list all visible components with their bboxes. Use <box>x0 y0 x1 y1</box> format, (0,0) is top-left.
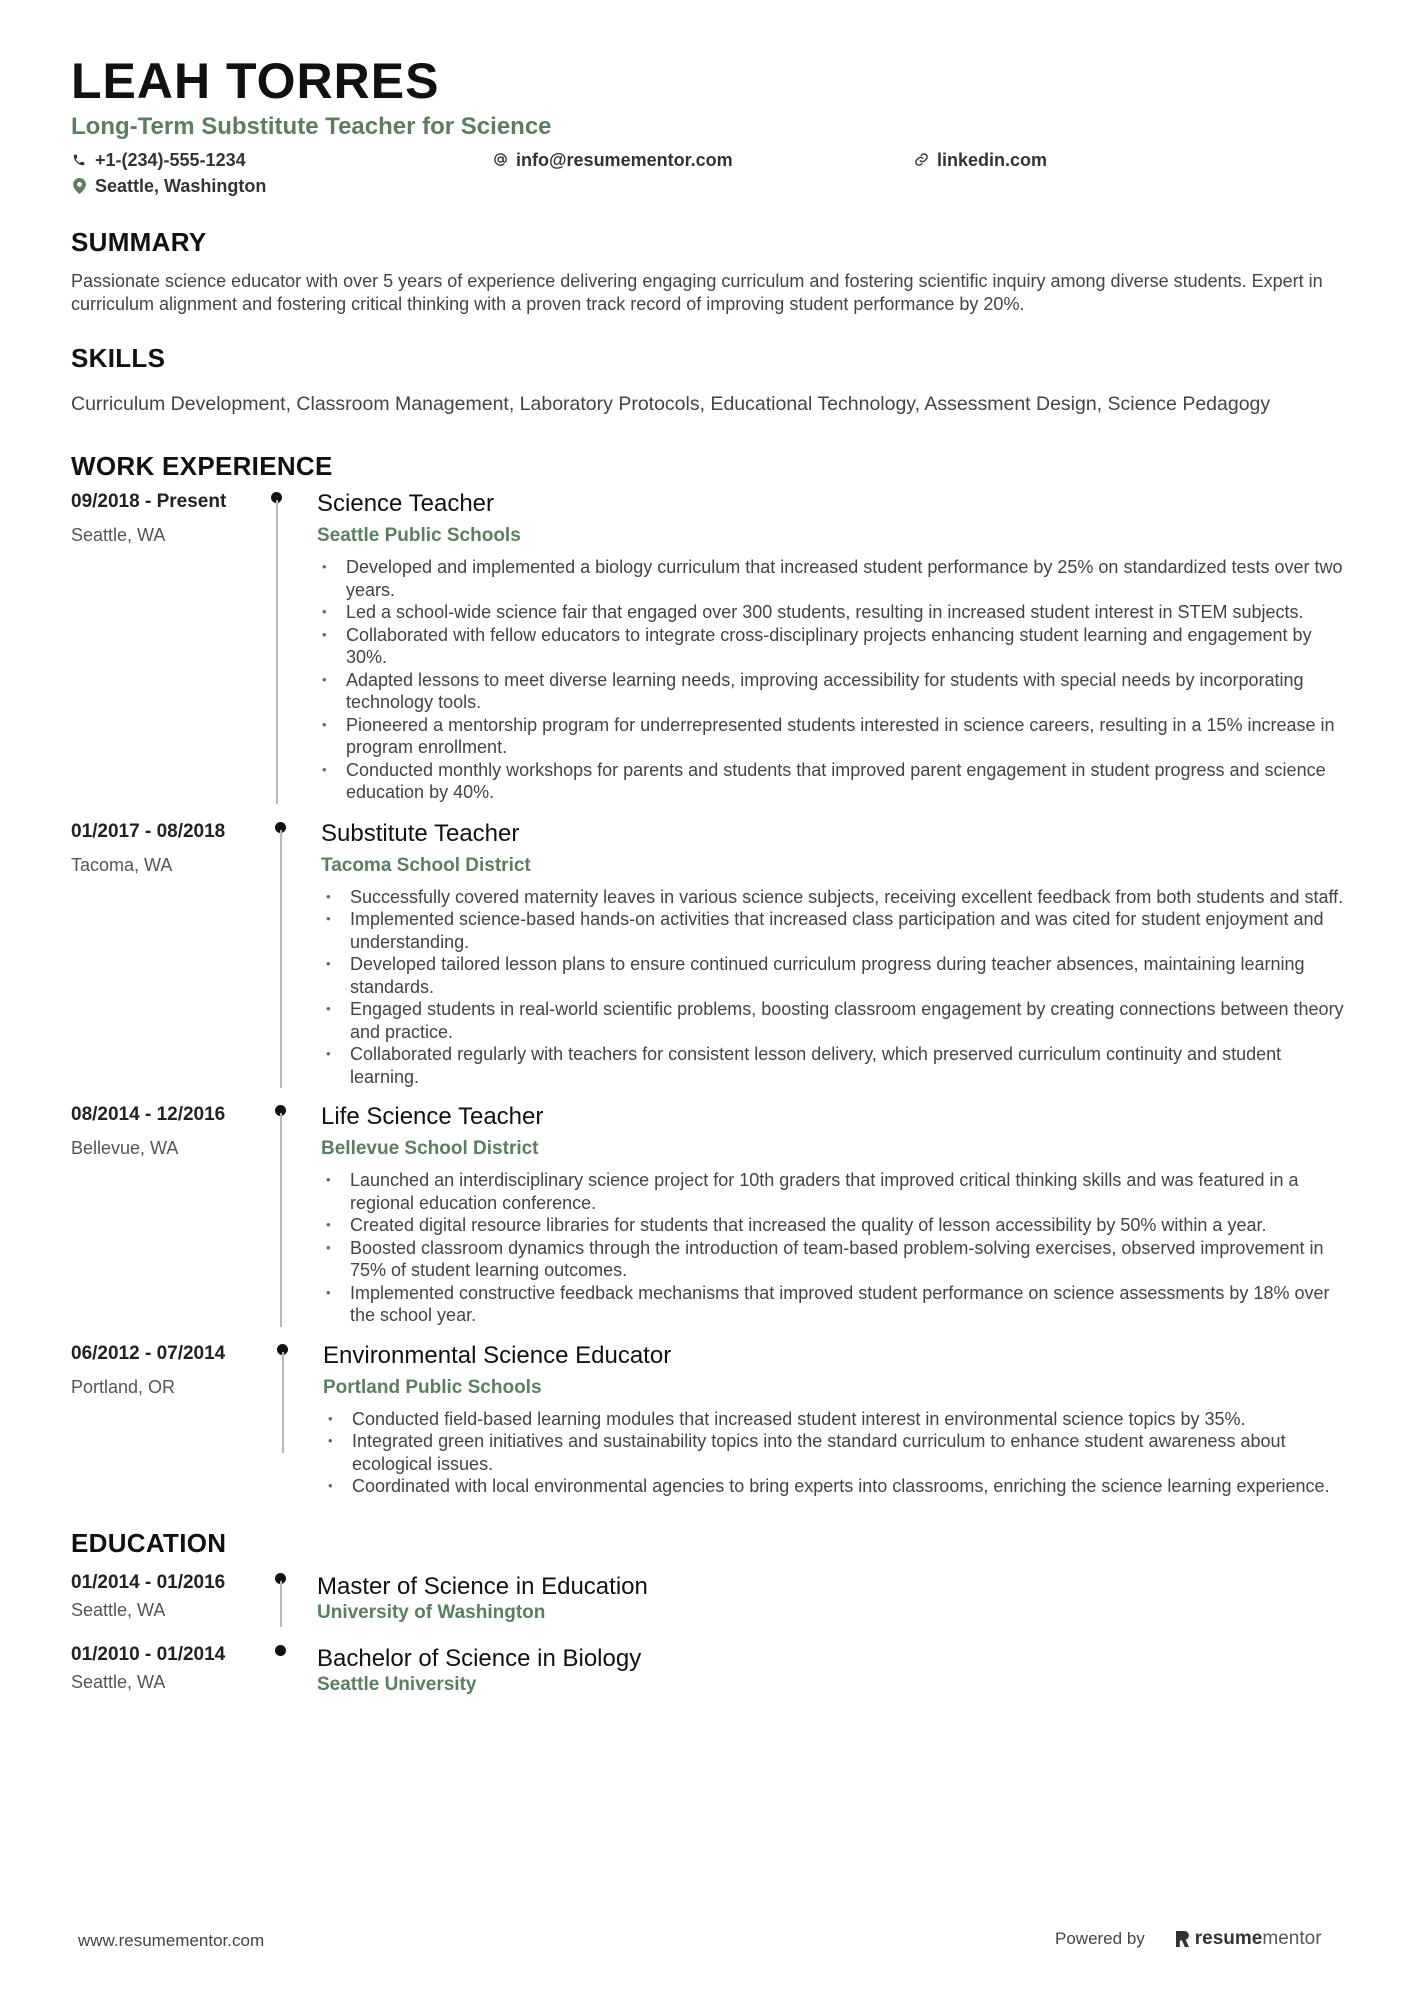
education-section <box>71 1528 1346 1697</box>
bullet-item: • Pioneered a mentorship program for underrepresented students interested in science careers, resulting in a 15% increase in program enrollment. <box>317 714 1346 759</box>
skills-text: Curriculum Development, Classroom Management, Laboratory Protocols, Educational Technology, Assessment Design, Science Pedagogy <box>71 393 1271 416</box>
job-details <box>321 820 1346 1089</box>
timeline-marker <box>271 1643 317 1697</box>
bullet-item: • Created digital resource libraries for students that increased the quality of lesson accessibility by 50% within a year. <box>321 1214 1346 1237</box>
education-location: Seattle, WA <box>71 1600 166 1621</box>
timeline-line <box>280 1581 282 1627</box>
job-company: Seattle Public Schools <box>317 525 521 547</box>
job-entry <box>71 490 1346 820</box>
education-details <box>317 1643 1346 1697</box>
summary-section <box>71 227 1346 316</box>
bullet-item: • Implemented constructive feedback mechanisms that improved student performance on science assessments by 18% over the school year. <box>321 1282 1346 1327</box>
contact-location <box>71 176 492 196</box>
job-entry <box>71 1342 1346 1498</box>
bullet-item: • Integrated green initiatives and sustainability topics into the standard curriculum to enhance student awareness about ecological issues. <box>323 1430 1346 1475</box>
linkedin-url: linkedin.com <box>937 149 1048 170</box>
phone-number: +1-(234)-555-1234 <box>95 149 246 170</box>
link-icon <box>913 152 929 168</box>
bullet-item: • Boosted classroom dynamics through the introduction of team-based problem-solving exercises, observed improvement in 75% of student learning outcomes. <box>321 1237 1346 1282</box>
school-name: University of Washington <box>317 1602 546 1624</box>
contact-linkedin[interactable] <box>913 150 1334 170</box>
bullet-item: • Collaborated regularly with teachers for consistent lesson delivery, which preserved curriculum continuity and student learning. <box>321 1043 1346 1088</box>
education-heading: EDUCATION <box>71 1527 227 1558</box>
bullet-item: • Launched an interdisciplinary science project for 10th graders that improved critical thinking skills and was featured in a regional education conference. <box>321 1169 1346 1214</box>
degree-title: Master of Science in Education <box>317 1573 648 1601</box>
job-bullets <box>317 556 1346 804</box>
job-details <box>317 490 1346 804</box>
summary-text: Passionate science educator with over 5 years of experience delivering engaging curriculum and fostering scientific inquiry among diverse students. Expert in curriculum alignment and fostering critical thinking with a proven track record of improving student performance by 20%. <box>71 270 1323 314</box>
footer-branding <box>1055 1928 1322 1950</box>
job-dates: 09/2018 - Present <box>71 491 227 513</box>
bullet-item: • Adapted lessons to meet diverse learning needs, improving accessibility for students with special needs by incorporating technology tools. <box>317 669 1346 714</box>
resume-header <box>71 54 1346 196</box>
job-location: Bellevue, WA <box>71 1138 179 1159</box>
job-dates: 08/2014 - 12/2016 <box>71 1104 226 1126</box>
job-bullets <box>321 1169 1346 1327</box>
job-company: Tacoma School District <box>321 854 531 876</box>
education-details <box>317 1571 1346 1625</box>
job-entry <box>71 820 1346 1104</box>
resumementor-logo-icon <box>1175 1931 1191 1947</box>
job-dates: 06/2012 - 07/2014 <box>71 1342 226 1364</box>
bullet-item: • Collaborated with fellow educators to integrate cross-disciplinary projects enhancing student learning and engagement by 30%. <box>317 624 1346 669</box>
footer-website[interactable]: www.resumementor.com <box>78 1931 265 1950</box>
job-meta <box>71 1342 271 1498</box>
resume-page <box>71 54 1346 1697</box>
timeline-marker <box>271 1571 317 1625</box>
phone-icon <box>71 152 87 168</box>
job-company: Portland Public Schools <box>323 1376 542 1398</box>
resumementor-logo[interactable] <box>1175 1928 1322 1950</box>
job-list <box>71 490 1346 1498</box>
timeline-line <box>280 1113 282 1327</box>
bullet-item: • Developed tailored lesson plans to ensure continued curriculum progress during teacher absences, maintaining learning standards. <box>321 953 1346 998</box>
education-entry <box>71 1643 1346 1697</box>
email-address: info@resumementor.com <box>516 149 733 170</box>
education-meta <box>71 1571 271 1625</box>
job-entry <box>71 1103 1346 1342</box>
location-pin-icon <box>71 178 87 194</box>
school-name: Seattle University <box>317 1674 477 1696</box>
timeline-marker <box>271 490 317 804</box>
job-details <box>321 1103 1346 1327</box>
job-company: Bellevue School District <box>321 1138 539 1160</box>
job-meta <box>71 820 271 1089</box>
bullet-item: • Coordinated with local environmental agencies to bring experts into classrooms, enriching the science learning experience. <box>323 1475 1346 1498</box>
job-title: Environmental Science Educator <box>323 1341 672 1369</box>
bullet-item: • Developed and implemented a biology curriculum that increased student performance by 25% on standardized tests over two years. <box>317 556 1346 601</box>
education-entry <box>71 1571 1346 1643</box>
bullet-item: • Conducted monthly workshops for parents and students that improved parent engagement in student progress and science education by 40%. <box>317 759 1346 804</box>
degree-title: Bachelor of Science in Biology <box>317 1645 642 1673</box>
job-location: Tacoma, WA <box>71 854 173 875</box>
education-location: Seattle, WA <box>71 1672 166 1693</box>
bullet-item: • Conducted field-based learning modules that increased student interest in environmental science topics by 35%. <box>323 1408 1346 1431</box>
timeline-line <box>282 1352 284 1453</box>
job-bullets <box>321 886 1346 1089</box>
job-title: Science Teacher <box>317 490 494 518</box>
summary-heading: SUMMARY <box>71 226 207 257</box>
education-dates: 01/2014 - 01/2016 <box>71 1572 226 1594</box>
education-meta <box>71 1643 271 1697</box>
job-title: Life Science Teacher <box>321 1103 544 1131</box>
bullet-item: • Engaged students in real-world scientific problems, boosting classroom engagement by creating connections between theory and practice. <box>321 998 1346 1043</box>
skills-section <box>71 343 1346 417</box>
brand-light: mentor <box>1262 1928 1322 1949</box>
location-text: Seattle, Washington <box>95 175 267 196</box>
job-location: Portland, OR <box>71 1376 176 1397</box>
experience-heading: WORK EXPERIENCE <box>71 451 333 482</box>
candidate-headline: Long-Term Substitute Teacher for Science <box>71 113 552 140</box>
candidate-name: LEAH TORRES <box>71 53 440 109</box>
contact-phone[interactable] <box>71 150 492 170</box>
job-title: Substitute Teacher <box>321 819 520 847</box>
bullet-item: • Led a school-wide science fair that engaged over 300 students, resulting in increased student interest in STEM subjects. <box>317 601 1346 624</box>
timeline-line <box>280 830 282 1089</box>
job-meta <box>71 1103 271 1327</box>
brand-bold: resume <box>1194 1928 1263 1949</box>
timeline-marker <box>271 1342 323 1498</box>
job-meta <box>71 490 271 804</box>
job-details <box>323 1342 1346 1498</box>
at-icon <box>492 152 508 168</box>
bullet-item: • Successfully covered maternity leaves in various science subjects, receiving excellent feedback from both students and staff. <box>321 886 1346 909</box>
job-bullets <box>323 1408 1346 1498</box>
timeline-marker <box>271 1103 321 1327</box>
education-dates: 01/2010 - 01/2014 <box>71 1644 226 1666</box>
contact-email[interactable] <box>492 150 913 170</box>
timeline-marker <box>271 820 321 1089</box>
timeline-dot <box>275 1645 286 1656</box>
education-list <box>71 1571 1346 1697</box>
powered-by-label: Powered by <box>1055 1929 1145 1948</box>
job-location: Seattle, WA <box>71 525 166 546</box>
bullet-item: • Implemented science-based hands-on activities that increased class participation and was cited for student enjoyment and understanding. <box>321 908 1346 953</box>
experience-section <box>71 451 1346 1498</box>
skills-heading: SKILLS <box>71 342 166 373</box>
timeline-line <box>276 500 278 804</box>
job-dates: 01/2017 - 08/2018 <box>71 820 226 842</box>
contact-info <box>71 150 1346 196</box>
